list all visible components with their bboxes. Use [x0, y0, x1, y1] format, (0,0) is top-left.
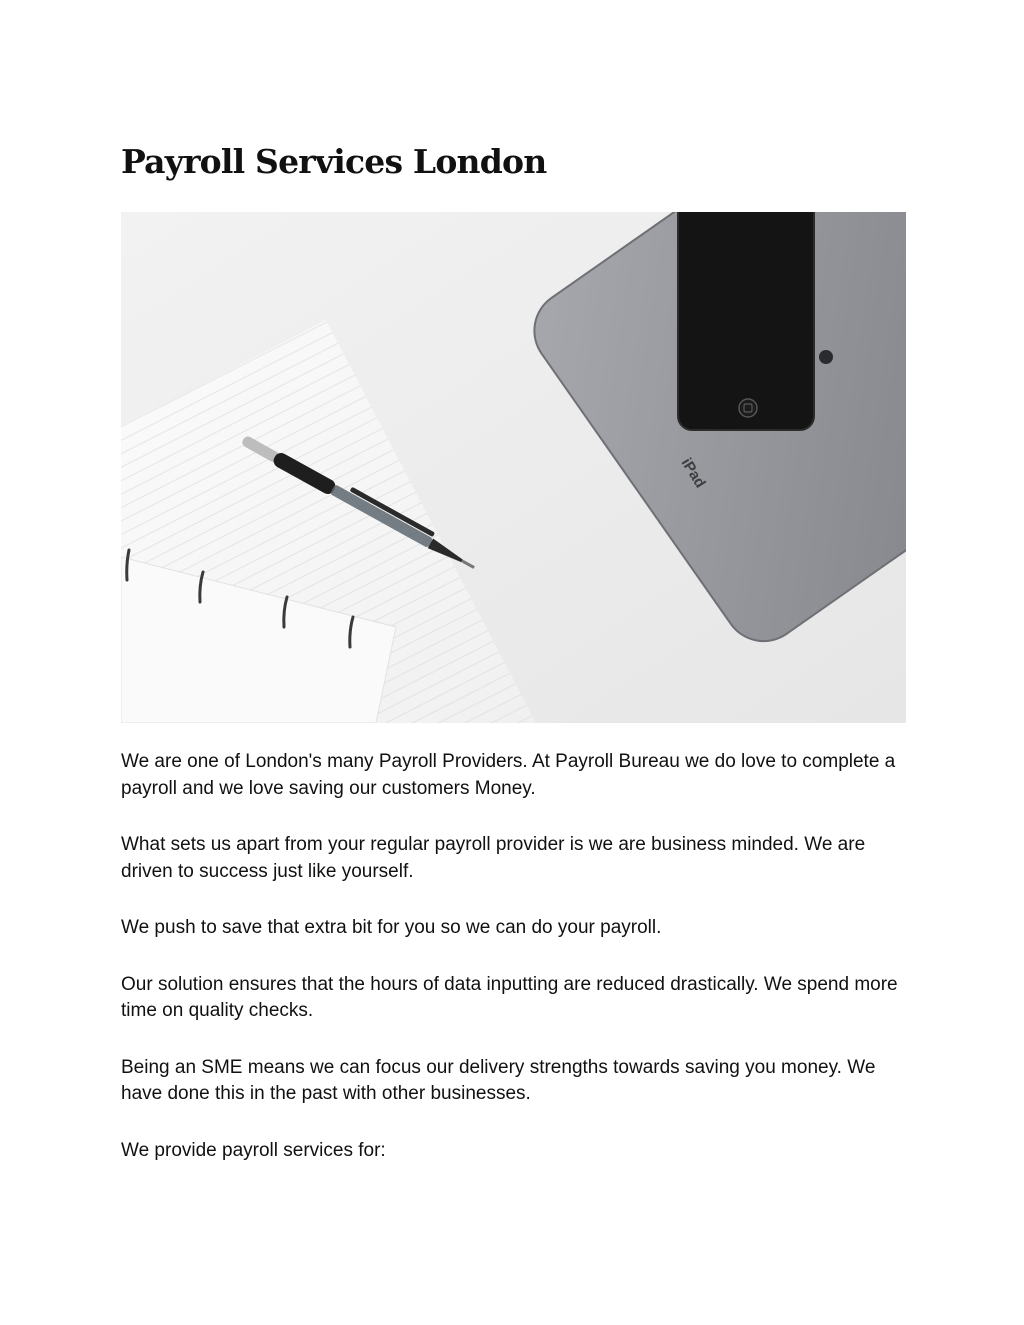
- paragraph: What sets us apart from your regular payroll provider is we are business minded. We are driven to success just like yourself.: [121, 834, 866, 882]
- iphone: [678, 212, 814, 430]
- apple-logo-icon: [819, 350, 833, 364]
- paragraph: Being an SME means we can focus our delivery strengths towards saving you money. We have done this in the past with other businesses.: [121, 1056, 876, 1104]
- body-text: [121, 749, 911, 1194]
- paragraph: We push to save that extra bit for you so we can do your payroll.: [121, 917, 662, 938]
- hero-photo: [121, 212, 906, 723]
- paragraph: Our solution ensures that the hours of data inputting are reduced drastically. We spend more time on quality checks.: [121, 973, 898, 1021]
- page-title: Payroll Services London: [121, 142, 547, 181]
- paragraph: We provide payroll services for:: [121, 1139, 386, 1161]
- paragraph: We are one of London's many Payroll Providers. At Payroll Bureau we do love to complete a payroll and we love saving our customers Money.: [121, 751, 896, 799]
- ipad-label: iPad: [677, 455, 709, 491]
